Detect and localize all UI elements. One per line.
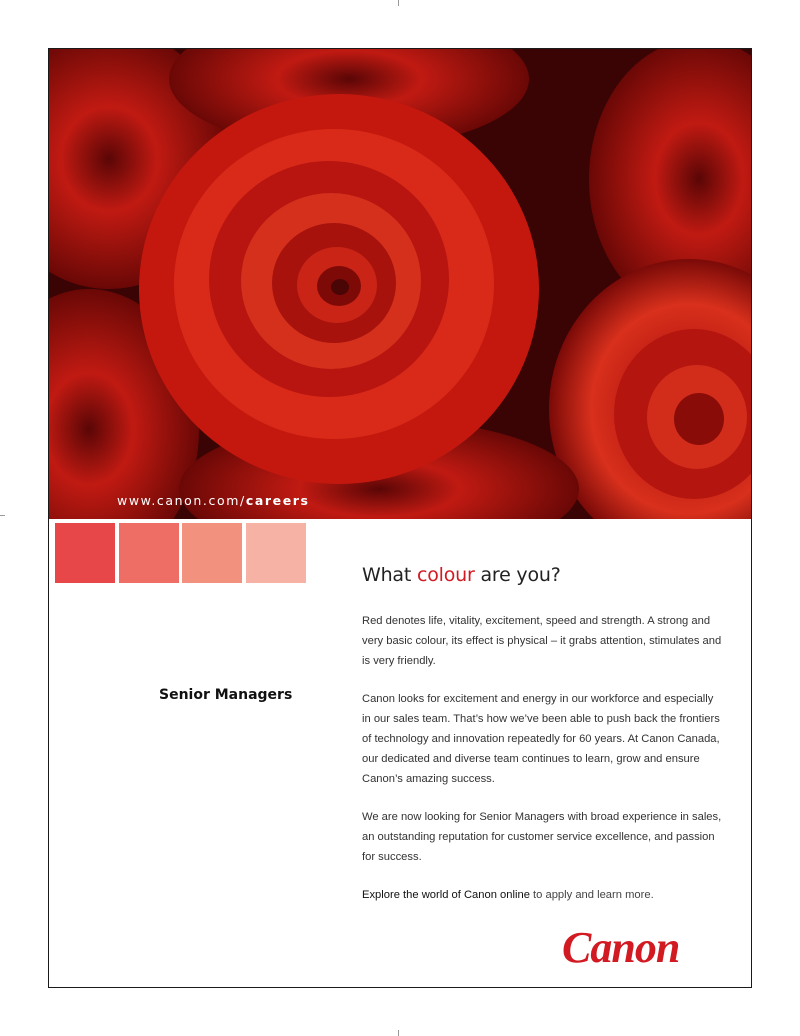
colour-swatch-3: [182, 523, 242, 583]
recruitment-ad: [48, 48, 752, 988]
headline-pre: What: [362, 564, 417, 586]
crop-mark: [398, 1030, 399, 1036]
url-prefix: www.canon.com/: [117, 493, 246, 508]
red-roses-photo: [49, 49, 752, 519]
crop-mark: [398, 0, 399, 6]
url-suffix: careers: [245, 493, 310, 508]
call-to-action: [362, 885, 722, 905]
careers-url[interactable]: [117, 493, 310, 508]
headline-accent: colour: [416, 564, 475, 586]
crop-mark: [0, 515, 5, 516]
colour-swatch-4: [246, 523, 306, 583]
headline-post: are you?: [474, 564, 561, 586]
canon-logo: Canon: [562, 923, 680, 972]
paragraph-opening: We are now looking for Senior Managers with broad experience in sales, an outstanding reputation for customer service excellence, and passion for success.: [362, 811, 722, 863]
headline: [362, 564, 561, 586]
cta-link[interactable]: Explore the world of Canon online: [362, 889, 530, 901]
cta-text: to apply and learn more.: [529, 889, 654, 901]
colour-swatch-1: [55, 523, 115, 583]
colour-swatch-2: [119, 523, 179, 583]
paragraph-colour-meaning: Red denotes life, vitality, excitement, speed and strength. A strong and very basic colour, its effect is physical – it grabs attention, stimulates and is very friendly.: [362, 615, 722, 667]
paragraph-company: Canon looks for excitement and energy in our workforce and especially in our sales team. That’s how we’ve been able to push back the frontiers of technology and innovation repeatedly for 60 years. At Canon Canada, our dedicated and diverse team continues to learn, grow and ensure Canon’s amazing success.: [362, 693, 720, 785]
role-title: Senior Managers: [159, 687, 293, 703]
